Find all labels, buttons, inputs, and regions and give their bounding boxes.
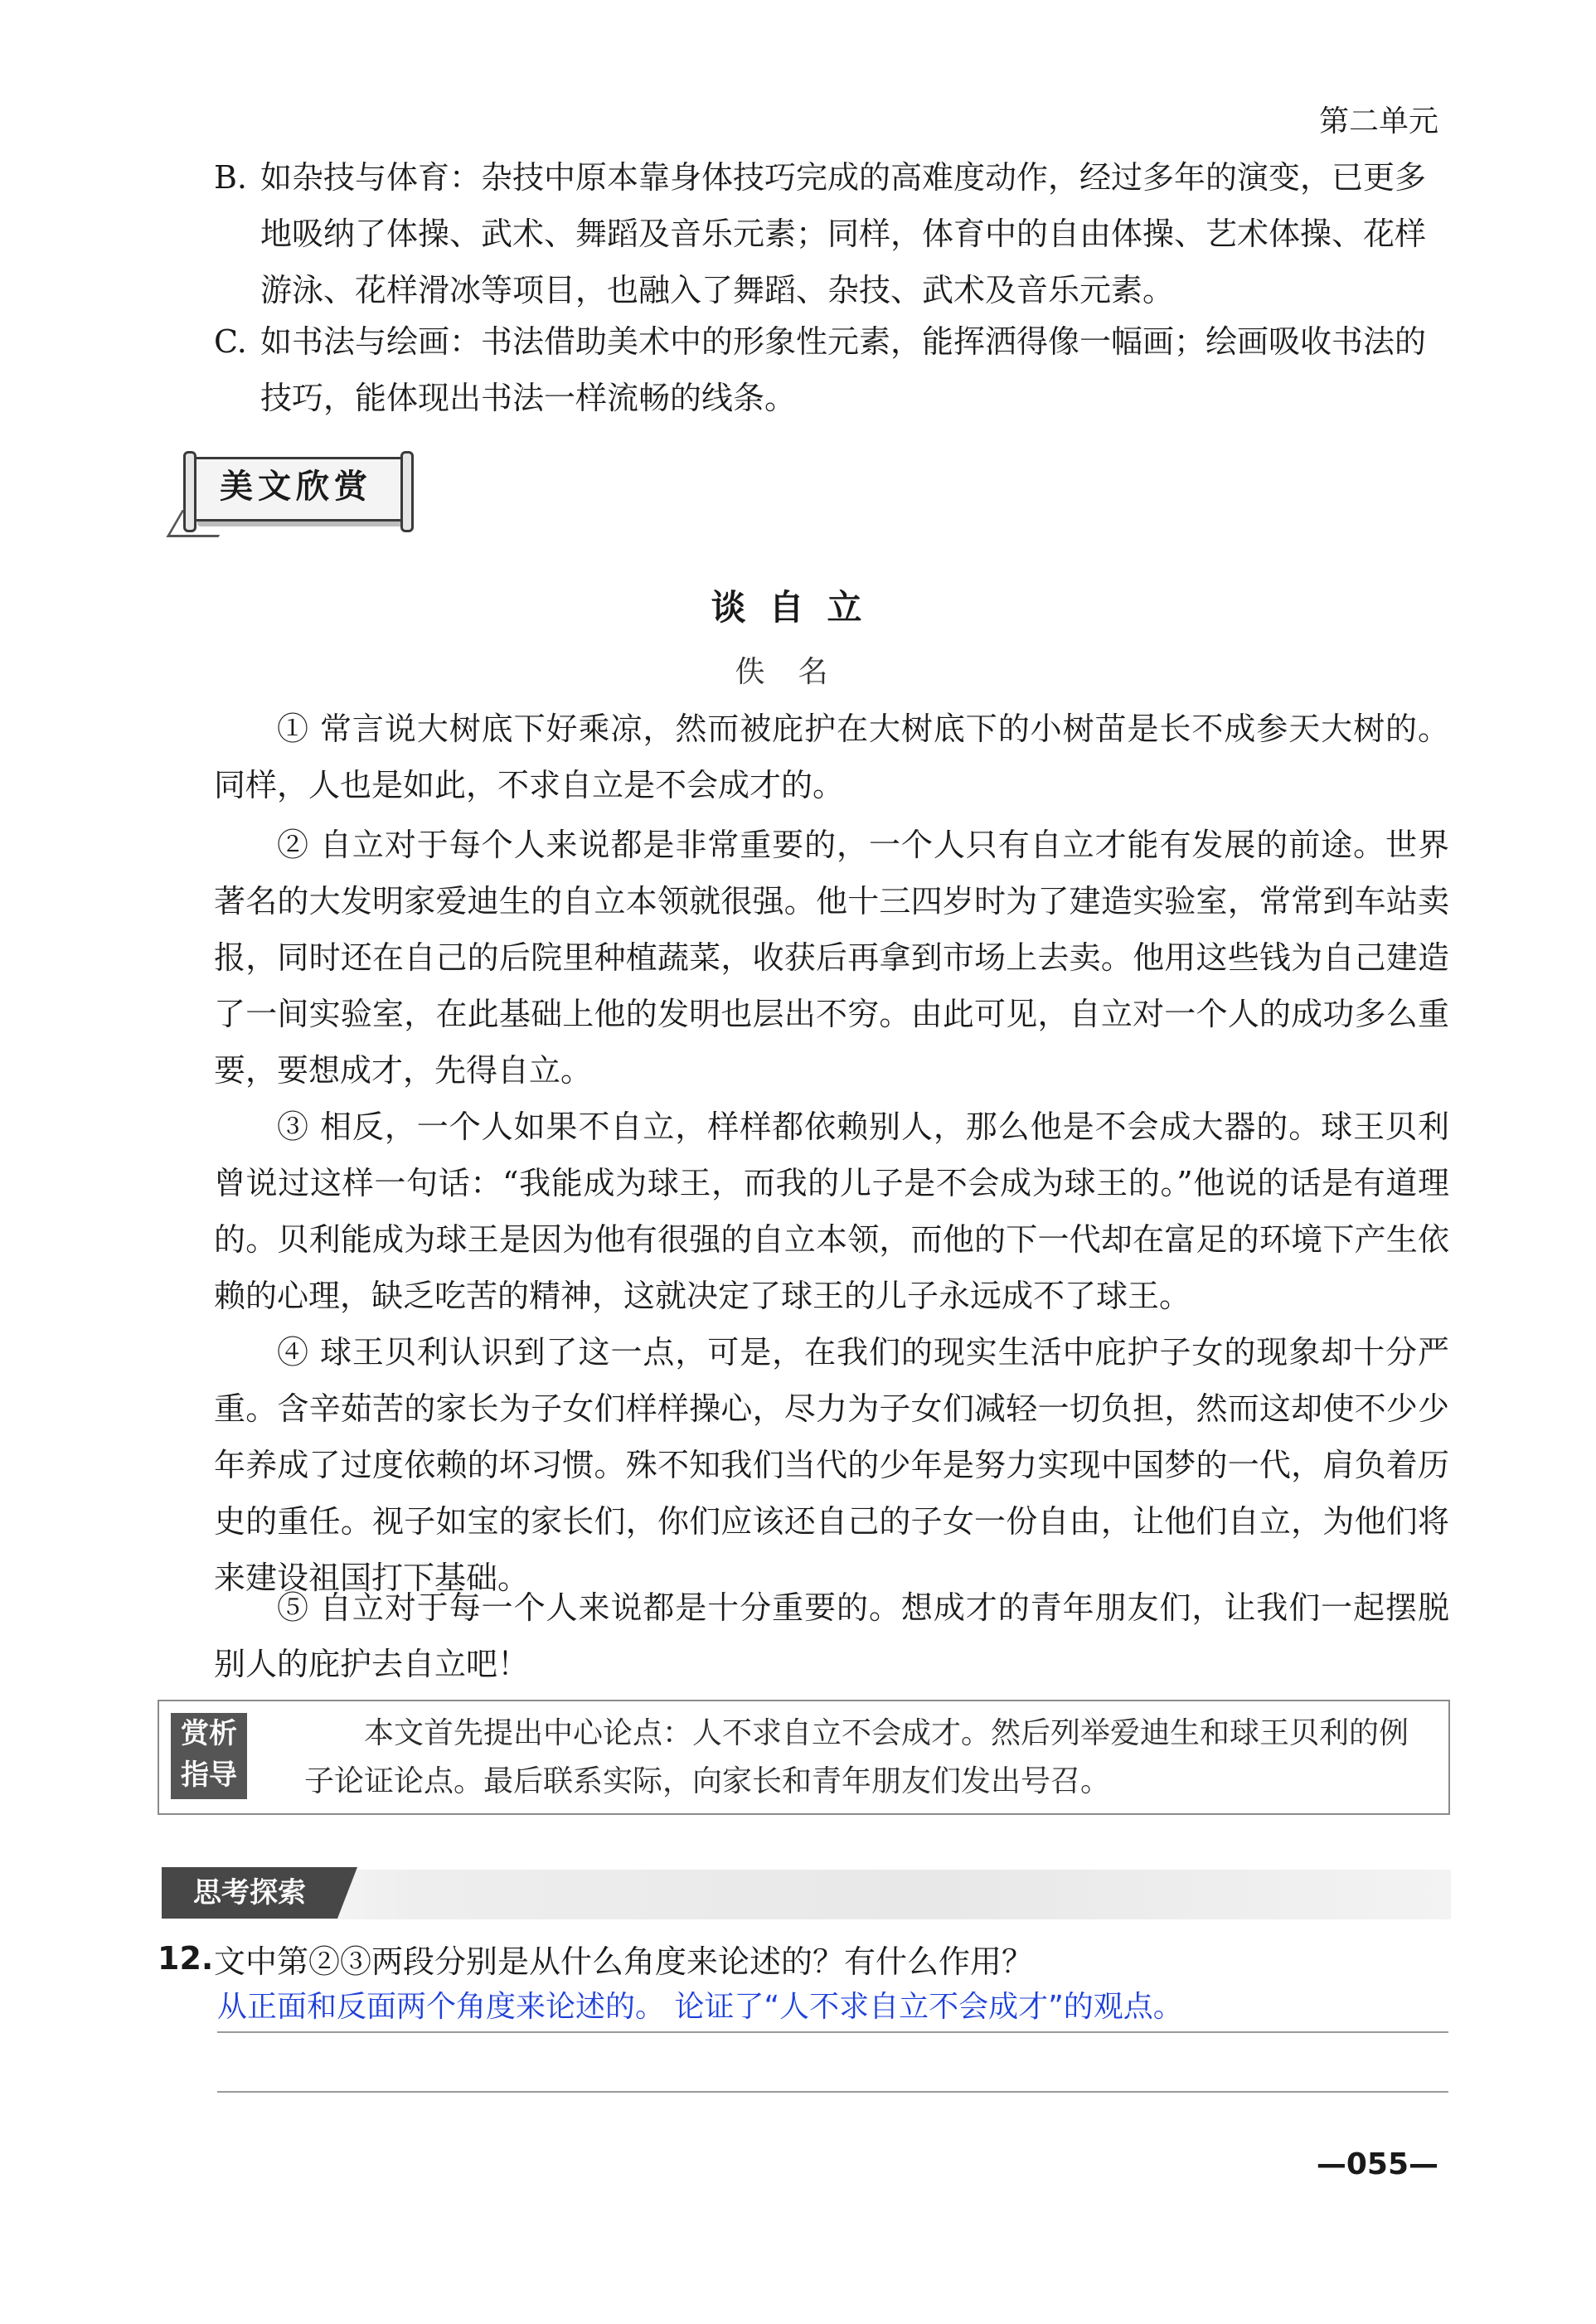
- article-paragraph-5: ⑤ 自立对于每一个人来说都是十分重要的。想成才的青年朋友们，让我们一起摆脱别人的庇护去自立吧！: [214, 1589, 1449, 1682]
- option-b-label: B.: [214, 159, 248, 196]
- guide-tag-line-2: 指导: [181, 1759, 237, 1792]
- answer-line-2: [217, 2091, 1448, 2093]
- article-author: 佚名: [735, 655, 861, 689]
- question-text: 文中第②③两段分别是从什么角度来论述的？有什么作用？: [214, 1943, 1034, 1980]
- article-paragraph-4: ④ 球王贝利认识到了这一点，可是，在我们的现实生活中庇护子女的现象却十分严重。含辛茹苦的家长为子女们样样操心，尽力为子女们减轻一切负担，然而这却使不少少年养成了过度依赖的坏习惯。殊不知我们当代的少年是努力实现中国梦的一代，肩负着历史的重任。视子如宝的家长们，你们应该还自己的子女一份自由，让他们自立，为他们将来建设祖国打下基础。: [214, 1334, 1449, 1596]
- option-b-text: 如杂技与体育：杂技中原本靠身体技巧完成的高难度动作，经过多年的演变，已更多地吸纳了体操、武术、舞蹈及音乐元素；同样，体育中的自由体操、艺术体操、花样游泳、花样滑冰等项目，也融入了舞蹈、杂技、武术及音乐元素。: [260, 159, 1427, 308]
- guide-tag-line-1: 赏析: [181, 1717, 237, 1750]
- appreciation-guide-box: [158, 1700, 1450, 1815]
- appreciation-guide-text: 本文首先提出中心论点：人不求自立不会成才。然后列举爱迪生和球王贝利的例子论证论点。最后联系实际，向家长和青年朋友们发出号召。: [304, 1716, 1409, 1798]
- section-badge: [174, 444, 406, 535]
- appreciation-guide-tag: [171, 1713, 247, 1799]
- option-b: [214, 149, 1449, 318]
- article-paragraph-3: ③ 相反，一个人如果不自立，样样都依赖别人，那么他是不会成大器的。球王贝利曾说过这样一句话：“我能成为球王，而我的儿子是不会成为球王的。”他说的话是有道理的。贝利能成为球王是因为他有很强的自立本领，而他的下一代却在富足的环境下产生依赖的心理，缺乏吃苦的精神，这就决定了球王的儿子永远成不了球王。: [214, 1109, 1449, 1314]
- answer-line-1: [217, 2031, 1448, 2033]
- option-c-label: C.: [214, 323, 247, 360]
- think-section-label: 思考探索: [162, 1867, 337, 1919]
- question-answer[interactable]: 从正面和反面两个角度来论述的。 论证了“人不求自立不会成才”的观点。: [217, 1990, 1183, 2024]
- article-paragraph-2: ② 自立对于每个人来说都是非常重要的，一个人只有自立才能有发展的前途。世界著名的大发明家爱迪生的自立本领就很强。他十三四岁时为了建造实验室，常常到车站卖报，同时还在自己的后院里种植蔬菜，收获后再拿到市场上去卖。他用这些钱为自己建造了一间实验室，在此基础上他的发明也层出不穷。由此可见，自立对一个人的成功多么重要，要想成才，先得自立。: [214, 827, 1449, 1089]
- badge-tail-decoration: [166, 510, 234, 537]
- option-c: [214, 313, 1449, 426]
- question-number: 12.: [158, 1940, 214, 1977]
- page-number: —055—: [1316, 2147, 1438, 2181]
- section-badge-label: 美文欣赏: [220, 468, 372, 506]
- unit-header: 第二单元: [1318, 104, 1438, 138]
- option-c-text: 如书法与绘画：书法借助美术中的形象性元素，能挥洒得像一幅画；绘画吸收书法的技巧，能体现出书法一样流畅的线条。: [260, 323, 1427, 416]
- article-paragraph-1: ① 常言说大树底下好乘凉，然而被庇护在大树底下的小树苗是长不成参天大树的。同样，人也是如此，不求自立是不会成才的。: [214, 711, 1449, 803]
- article-title: 谈自立: [711, 587, 885, 628]
